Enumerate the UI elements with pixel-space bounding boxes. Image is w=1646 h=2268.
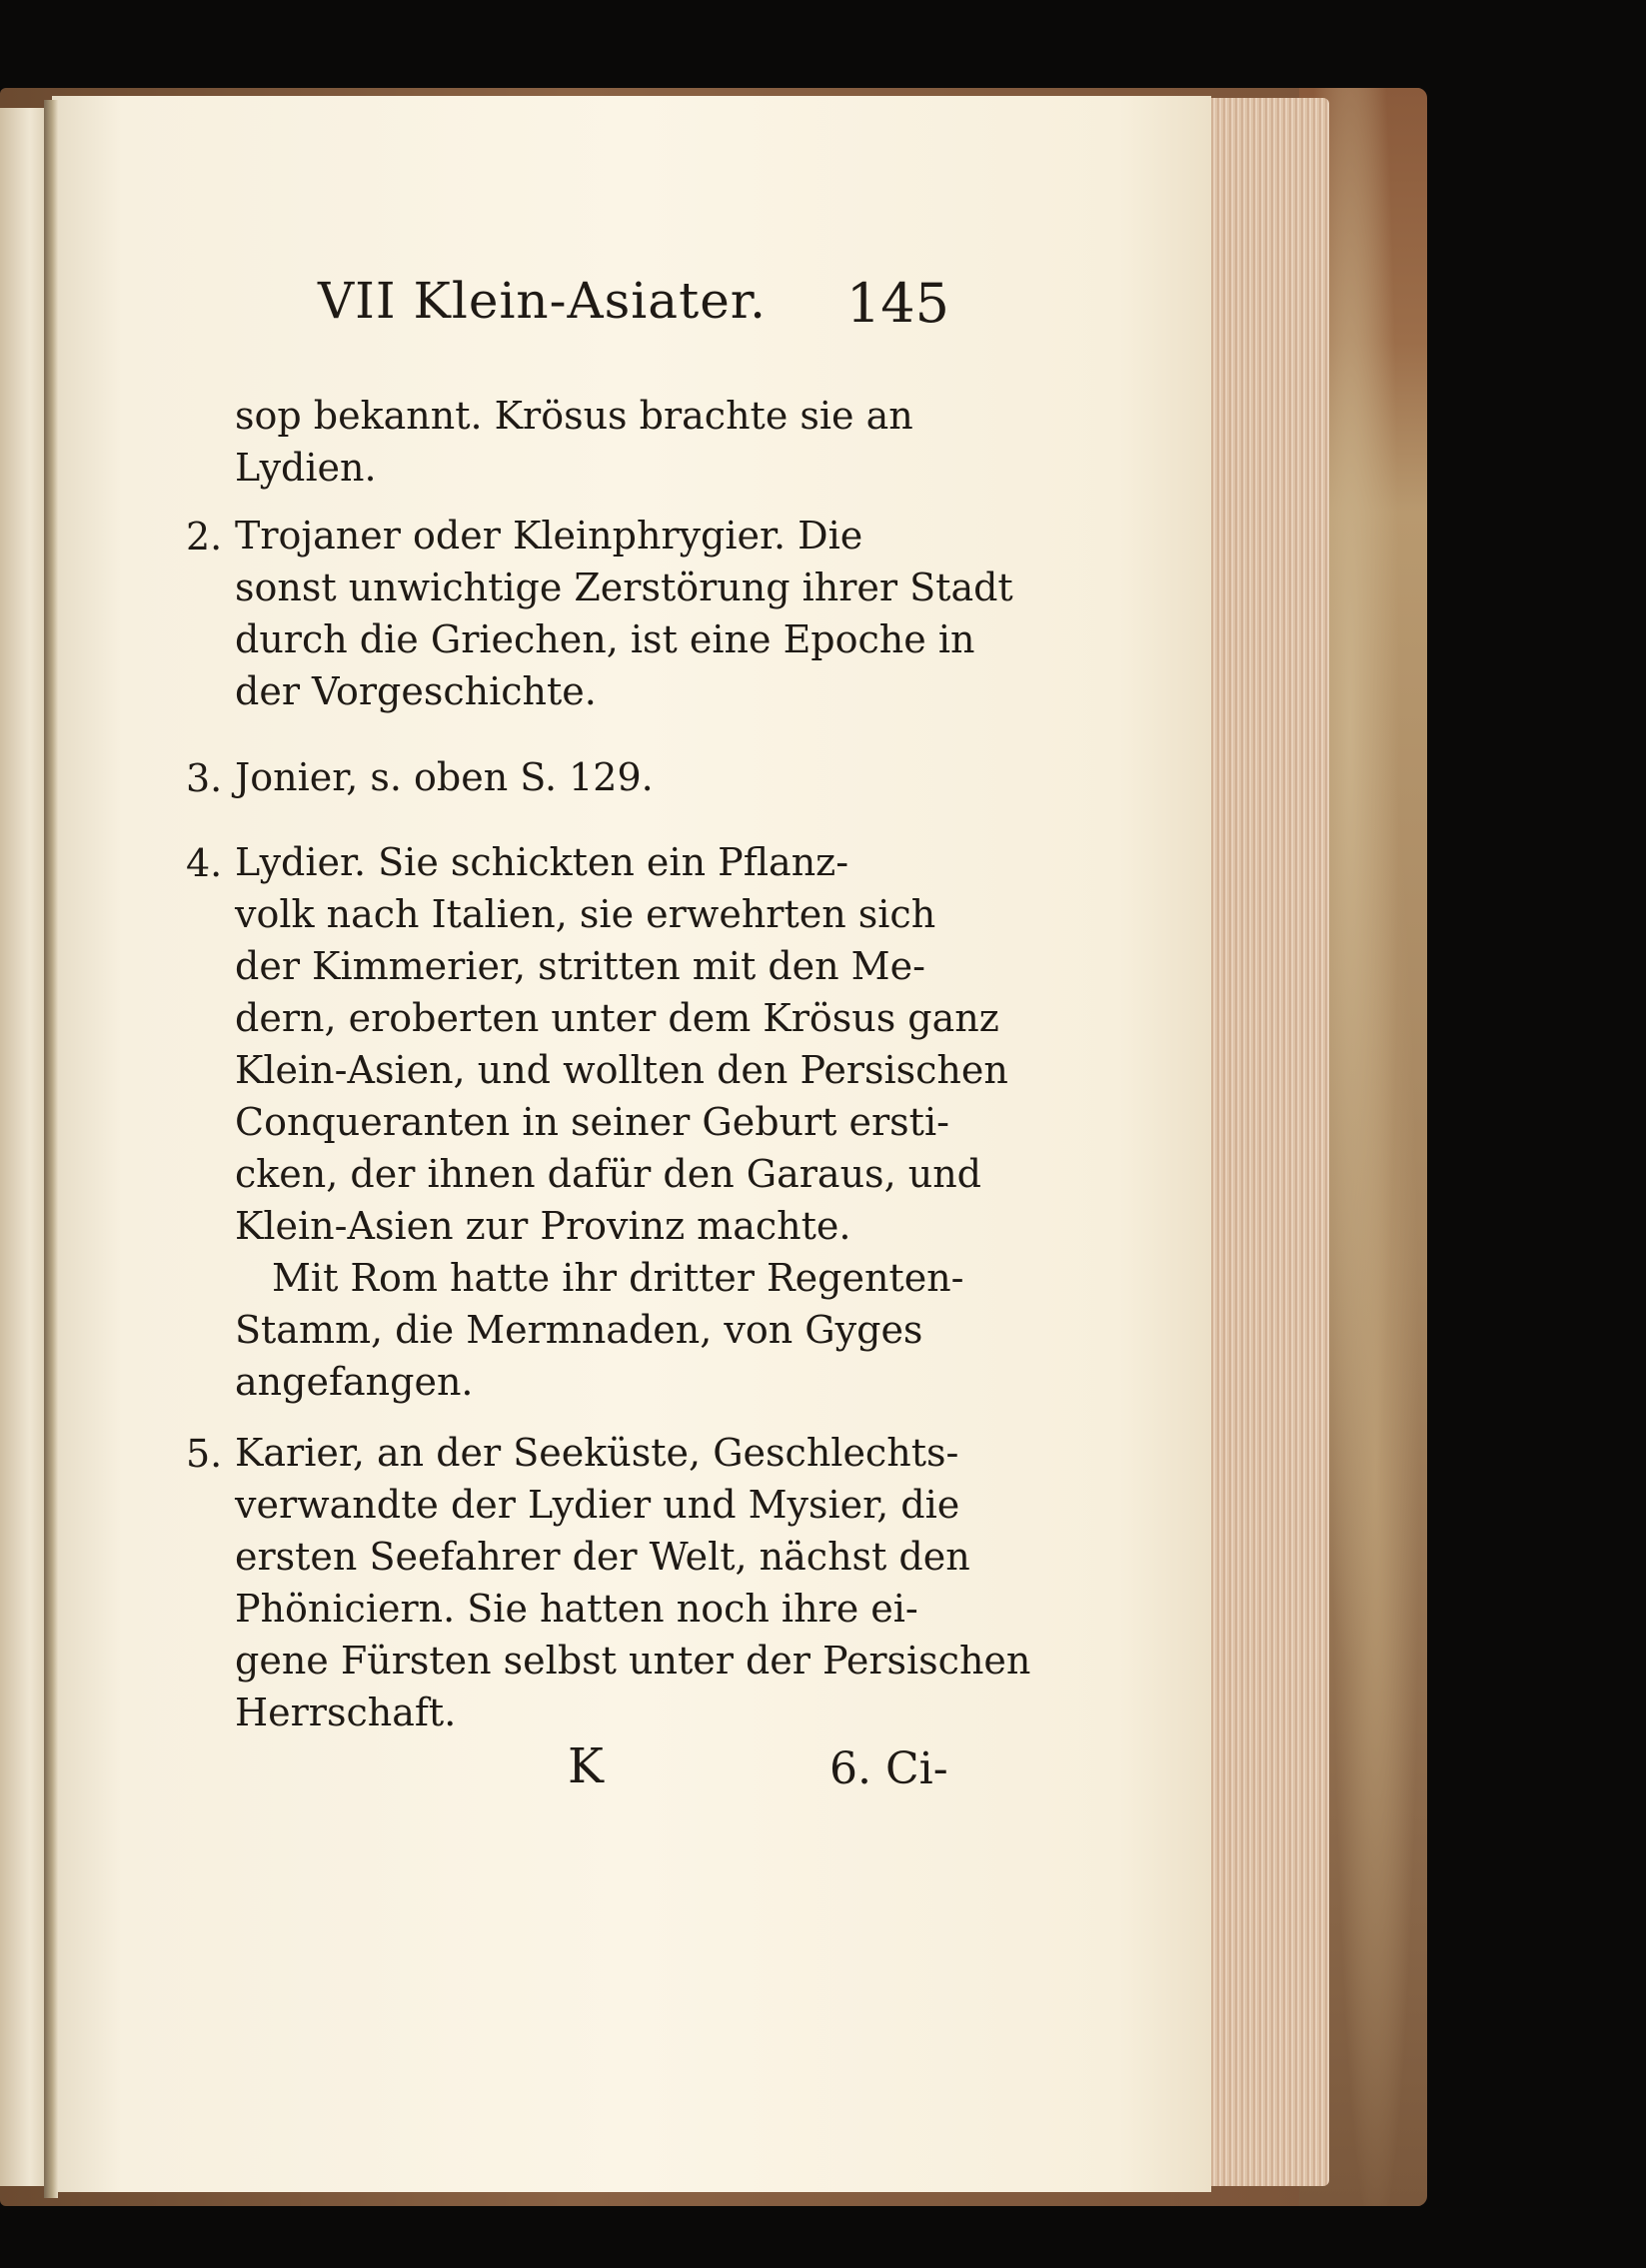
text-line: Jonier, s. oben S. 129. (235, 755, 654, 799)
text-line: der Kimmerier, stritten mit den Me- (235, 944, 925, 988)
page-block-edges (1204, 98, 1329, 2186)
text-line: durch die Griechen, ist eine Epoche in (235, 617, 975, 661)
text-line: ersten Seefahrer der Welt, nächst den (235, 1535, 970, 1579)
text-line: Phöniciern. Sie hatten noch ihre ei- (235, 1587, 918, 1631)
text-line: sop bekannt. Krösus brachte sie an (235, 394, 913, 438)
item-number: 4. (186, 841, 223, 885)
text-line: Lydien. (235, 446, 377, 490)
text-line: Klein-Asien zur Provinz machte. (235, 1204, 851, 1248)
page-number: 145 (845, 272, 949, 335)
text-line: Lydier. Sie schickten ein Pflanz- (235, 840, 849, 884)
text-line: cken, der ihnen dafür den Garaus, und (235, 1152, 981, 1196)
page-gutter (44, 100, 58, 2198)
text-line: verwandte der Lydier und Mysier, die (235, 1483, 960, 1527)
signature-mark: K (568, 1738, 604, 1794)
item-number: 2. (186, 515, 223, 559)
running-head: VII Klein-Asiater. (318, 272, 768, 330)
text-line: Mit Rom hatte ihr dritter Regenten- (272, 1256, 964, 1300)
item-number: 3. (186, 756, 223, 800)
text-line: Herrschaft. (235, 1691, 457, 1734)
previous-page-edge (0, 108, 50, 2186)
catchword: 6. Ci- (829, 1743, 948, 1794)
text-line: Trojaner oder Kleinphrygier. Die (235, 514, 863, 558)
text-line: dern, eroberten unter dem Krösus ganz (235, 996, 999, 1040)
text-line: angefangen. (235, 1360, 474, 1404)
text-line: Stamm, die Mermnaden, von Gyges (235, 1308, 923, 1352)
text-line: gene Fürsten selbst unter der Persischen (235, 1639, 1031, 1683)
item-number: 5. (186, 1432, 223, 1476)
page-header (318, 272, 949, 352)
text-line: volk nach Italien, sie erwehrten sich (235, 892, 936, 936)
text-line: Conqueranten in seiner Geburt ersti- (235, 1100, 949, 1144)
text-line: sonst unwichtige Zerstörung ihrer Stadt (235, 566, 1013, 609)
text-line: Karier, an der Seeküste, Geschlechts- (235, 1431, 959, 1475)
text-line: Klein-Asien, und wollten den Persischen (235, 1048, 1008, 1092)
text-line: der Vorgeschichte. (235, 669, 597, 713)
